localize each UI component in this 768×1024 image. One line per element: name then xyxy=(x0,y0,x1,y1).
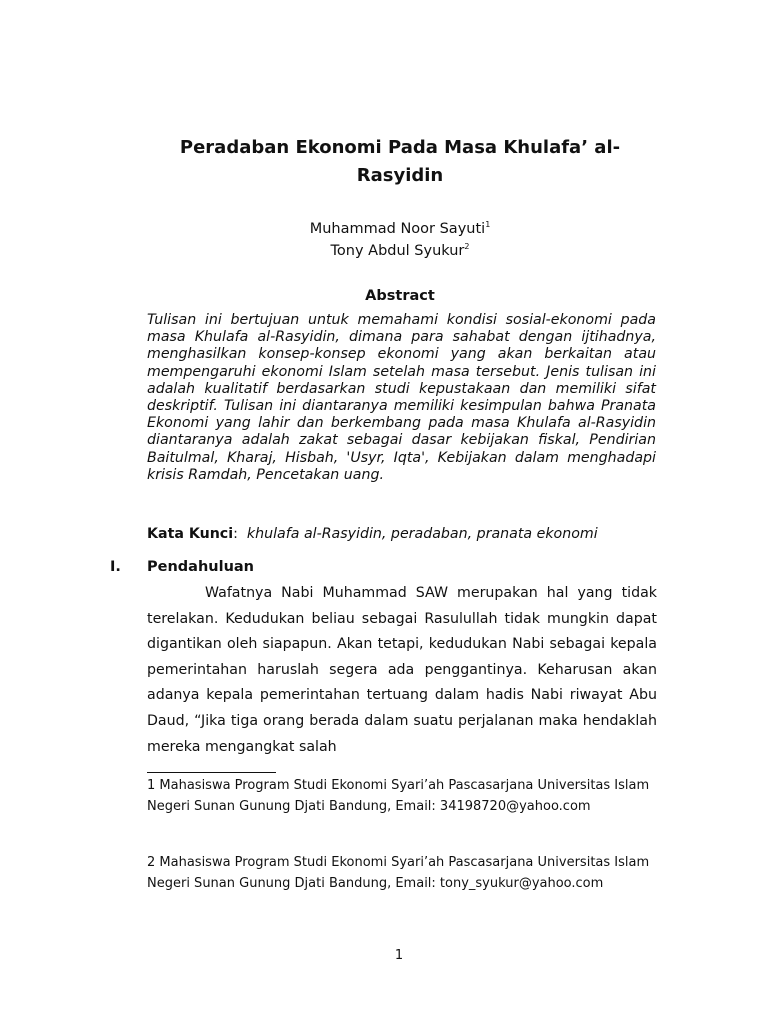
abstract-heading: Abstract xyxy=(365,288,435,304)
author-1-footnote-marker: 1 xyxy=(485,220,491,230)
footnote-1: 1 Mahasiswa Program Studi Ekonomi Syari’ah Pascasarjana Universitas Islam Negeri Sunan Gunung Djati Bandung, Email: 34198720@yahoo.com xyxy=(147,778,650,814)
keywords-line xyxy=(147,524,667,544)
keywords-label: Kata Kunci xyxy=(147,526,234,542)
author-1 xyxy=(145,218,655,240)
author-2-footnote-marker: 2 xyxy=(464,242,470,252)
keywords-values: khulafa al-Rasyidin, peradaban, pranata ekonomi xyxy=(246,526,598,542)
author-2 xyxy=(145,240,655,262)
page-number: 1 xyxy=(394,948,404,963)
author-1-name: Muhammad Noor Sayuti xyxy=(309,221,486,237)
section-title: Pendahuluan xyxy=(147,559,254,575)
keywords-separator: : xyxy=(233,526,238,542)
section-number: I. xyxy=(110,559,121,575)
footnote-2: 2 Mahasiswa Program Studi Ekonomi Syari’ah Pascasarjana Universitas Islam Negeri Sunan Gunung Djati Bandung, Email: tony_syukur@yahoo.com xyxy=(147,855,650,891)
footnote-separator xyxy=(147,772,276,773)
paper-title: Peradaban Ekonomi Pada Masa Khulafa’ al-Rasyidin xyxy=(179,137,621,186)
author-list xyxy=(145,218,655,262)
author-2-name: Tony Abdul Syukur xyxy=(330,243,465,259)
intro-paragraph: Wafatnya Nabi Muhammad SAW merupakan hal yang tidak terelakan. Kedudukan beliau sebagai Rasulullah tidak mungkin dapat digantikan oleh siapapun. Akan tetapi, kedudukan Nabi sebagai kepala pemerintahan haruslah segera ada penggantinya. Keharusan akan adanya kepala pemerintahan tertuang dalam hadis Nabi riwayat Abu Daud, “Jika tiga orang berada dalam suatu perjalanan maka hendaklah mereka mengangkat salah xyxy=(147,585,657,755)
abstract-text: Tulisan ini bertujuan untuk memahami kondisi sosial-ekonomi pada masa Khulafa al-Rasyidin, dimana para sahabat dengan ijtihadnya, menghasilkan konsep-konsep ekonomi yang akan berkaitan atau mempengaruhi ekonomi Islam setelah masa tersebut. Jenis tulisan ini adalah kualitatif berdasarkan studi kepustakaan dan memiliki sifat deskriptif. Tulisan ini diantaranya memiliki kesimpulan bahwa Pranata Ekonomi yang lahir dan berkembang pada masa Khulafa al-Rasyidin diantaranya adalah zakat sebagai dasar kebijakan fiskal, Pendirian Baitulmal, Kharaj, Hisbah, 'Usyr, Iqta', Kebijakan dalam menghadapi krisis Ramdah, Pencetakan uang. xyxy=(147,312,656,483)
